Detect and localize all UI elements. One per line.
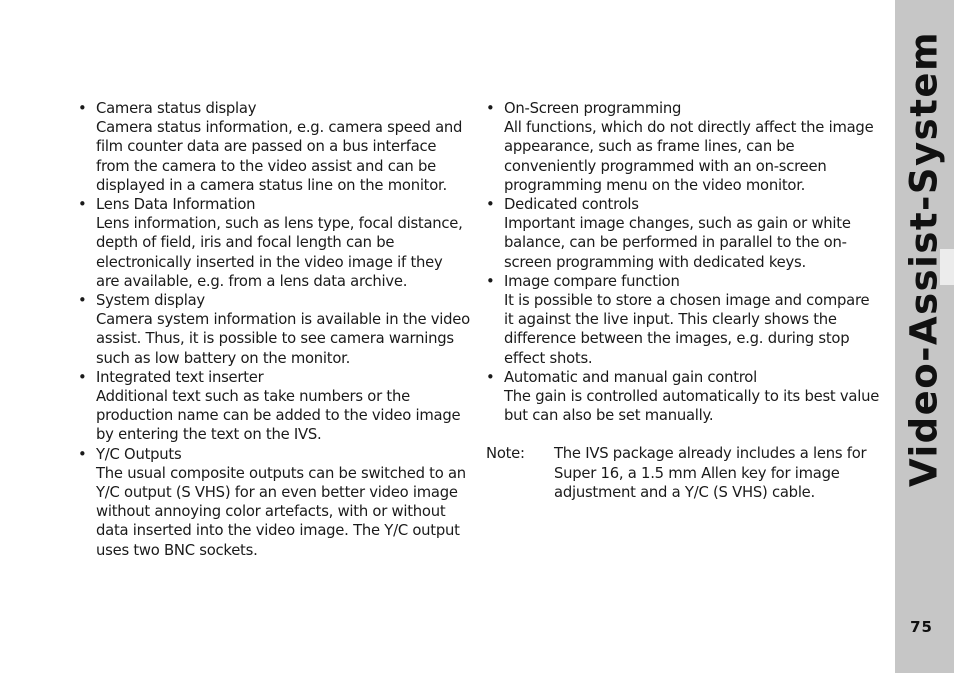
list-item: [486, 99, 880, 195]
item-title: On-Screen programming: [504, 100, 682, 117]
feature-list-right: [486, 99, 880, 425]
section-title: Video-Assist-System: [902, 30, 946, 488]
list-item: [486, 195, 880, 272]
item-title: Automatic and manual gain control: [504, 368, 757, 386]
bullet-icon: •: [486, 100, 495, 117]
bullet-icon: •: [78, 368, 87, 386]
item-description: Lens information, such as lens type, focal distance, depth of field, iris and focal length can be electronically inserted in the video image if they are available, e.g. from a lens data archive.: [96, 215, 463, 290]
list-item: [486, 272, 880, 368]
feature-list-left: [78, 99, 470, 560]
list-item: [78, 368, 470, 445]
bullet-icon: •: [486, 196, 495, 214]
right-column: [486, 99, 880, 502]
item-title: Dedicated controls: [504, 196, 639, 214]
item-description: Camera status information, e.g. camera speed and film counter data are passed on a bus interface from the camera to the video assist and can be displayed in a camera status line on the monitor.: [96, 119, 463, 194]
list-item: [78, 291, 470, 368]
item-description: All functions, which do not directly affect the image appearance, such as frame lines, can be conveniently programmed with an on-screen programming menu on the video monitor.: [504, 119, 874, 194]
item-title: System display: [96, 292, 205, 310]
item-description: The gain is controlled automatically to its best value but can also be set manually.: [504, 388, 880, 425]
item-title: Lens Data Information: [96, 196, 256, 214]
bullet-icon: •: [486, 272, 495, 290]
list-item: [486, 368, 880, 426]
item-description: The usual composite outputs can be switched to an Y/C output (S VHS) for an even better video image without annoying color artefacts, with or without data inserted into the video image. The Y/C output uses two BNC sockets.: [96, 464, 466, 559]
bullet-icon: •: [78, 292, 87, 310]
package-note: [486, 444, 880, 502]
list-item: [78, 99, 470, 195]
page-number: 75: [910, 618, 933, 636]
item-title: Image compare function: [504, 272, 680, 290]
list-item: [78, 445, 470, 560]
bullet-icon: •: [78, 100, 87, 117]
bullet-icon: •: [78, 445, 87, 463]
left-column: [78, 99, 470, 560]
item-description: It is possible to store a chosen image and compare it against the live input. This clearly shows the difference between the images, e.g. during stop effect shots.: [504, 292, 870, 367]
list-item: [78, 195, 470, 291]
bullet-icon: •: [78, 196, 87, 214]
bullet-icon: •: [486, 368, 495, 386]
note-text: The IVS package already includes a lens for Super 16, a 1.5 mm Allen key for image adjustment and a Y/C (S VHS) cable.: [554, 445, 867, 501]
item-title: Integrated text inserter: [96, 368, 264, 386]
item-description: Additional text such as take numbers or the production name can be added to the video image by entering the text on the IVS.: [96, 388, 461, 444]
note-label: Note:: [486, 445, 525, 463]
item-description: Camera system information is available in the video assist. Thus, it is possible to see camera warnings such as low battery on the monitor.: [96, 311, 470, 367]
item-description: Important image changes, such as gain or white balance, can be performed in parallel to the on-screen programming with dedicated keys.: [504, 215, 851, 271]
item-title: Y/C Outputs: [96, 445, 182, 463]
item-title: Camera status display: [96, 100, 257, 117]
